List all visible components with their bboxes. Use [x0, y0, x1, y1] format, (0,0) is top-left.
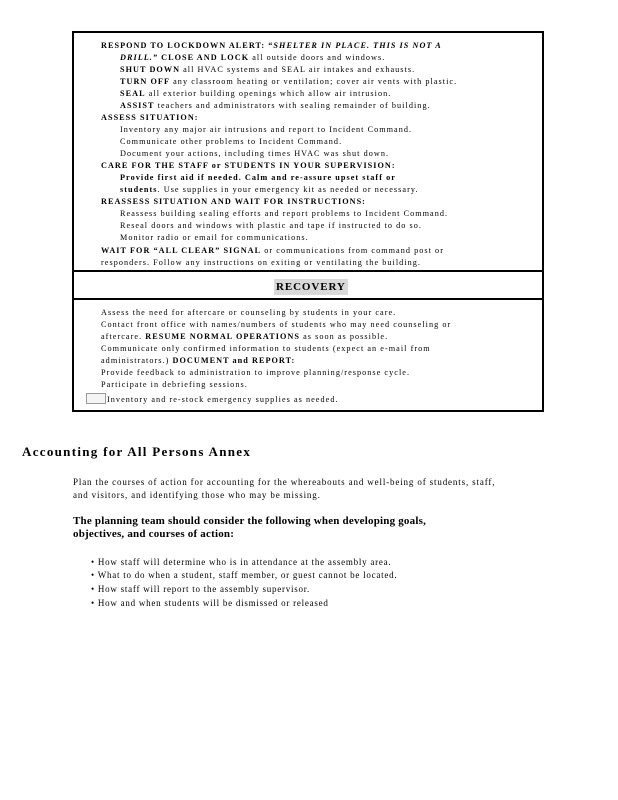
- annex-bullet: • How staff will determine who is in attendance at the assembly area.: [91, 557, 392, 567]
- recovery-line: Contact front office with names/numbers of students who may need counseling or: [101, 320, 452, 329]
- assist-label: ASSIST: [120, 101, 155, 110]
- document-and-report-label: DOCUMENT and REPORT:: [172, 356, 296, 365]
- recovery-line: Communicate only confirmed information to students (expect an e-mail from: [101, 344, 431, 353]
- assess-item: Inventory any major air intrusions and report to Incident Command.: [120, 125, 413, 134]
- recovery-line: Participate in debriefing sessions.: [101, 380, 248, 389]
- close-and-lock-text: all outside doors and windows.: [249, 53, 386, 62]
- assist-text: teachers and administrators with sealing remainder of building.: [154, 101, 431, 110]
- annex-bullet: • What to do when a student, staff member, or guest cannot be located.: [91, 570, 398, 580]
- resume-normal-operations-label: RESUME NORMAL OPERATIONS: [145, 332, 300, 341]
- administrators-text: administrators.): [101, 356, 173, 365]
- respond-lockdown-line: [101, 40, 442, 51]
- reassess-item: Reseal doors and windows with plastic and tape if instructed to do so.: [120, 221, 423, 230]
- reassess-item: Monitor radio or email for communications.: [120, 233, 309, 242]
- assess-item: Document your actions, including times HVAC was shut down.: [120, 149, 390, 158]
- seal-text: all exterior building openings which allow air intrusion.: [145, 89, 392, 98]
- reassess-heading: REASSESS SITUATION AND WAIT FOR INSTRUCTIONS:: [101, 197, 366, 206]
- annex-intro-line: Plan the courses of action for accounting for the whereabouts and well-being of students, staff,: [73, 477, 496, 487]
- assess-situation-heading: ASSESS SITUATION:: [101, 113, 199, 122]
- planning-team-heading-2: objectives, and courses of action:: [73, 528, 235, 540]
- resume-text: as soon as possible.: [299, 332, 389, 341]
- annex-bullet: • How and when students will be dismissed or released: [91, 598, 329, 608]
- shut-down-line: [120, 64, 415, 75]
- care-for-staff-heading: CARE FOR THE STAFF or STUDENTS IN YOUR SUPERVISION:: [101, 161, 396, 170]
- annex-title: Accounting for All Persons Annex: [22, 444, 252, 459]
- recovery-line: Provide feedback to administration to improve planning/response cycle.: [101, 368, 411, 377]
- seal-line: [120, 88, 391, 99]
- recovery-heading: RECOVERY: [276, 281, 346, 293]
- wait-all-clear-label: WAIT FOR “ALL CLEAR” SIGNAL: [101, 246, 262, 255]
- drill-quote: DRILL.”: [120, 53, 159, 62]
- reassess-item: Reassess building sealing efforts and report problems to Incident Command.: [120, 209, 449, 218]
- aftercare-text: aftercare.: [101, 332, 146, 341]
- annex-bullet: • How staff will report to the assembly supervisor.: [91, 584, 310, 594]
- wait-all-clear-text: or communications from command post or: [261, 246, 444, 255]
- close-and-lock-line: [120, 52, 385, 63]
- first-aid-line: Provide first aid if needed. Calm and re-assure upset staff or: [120, 173, 396, 182]
- turn-off-text: any classroom heating or ventilation; cover air vents with plastic.: [170, 77, 458, 86]
- assist-line: [120, 100, 431, 111]
- seal-label: SEAL: [120, 89, 146, 98]
- shut-down-text: all HVAC systems and SEAL air intakes and exhausts.: [180, 65, 416, 74]
- respond-lockdown-label: RESPOND TO LOCKDOWN ALERT: “: [101, 41, 274, 50]
- shelter-in-place-quote: SHELTER IN PLACE. THIS IS NOT A: [273, 41, 442, 50]
- annex-intro-line: and visitors, and identifying those who may be missing.: [73, 490, 321, 500]
- turn-off-line: [120, 76, 457, 87]
- close-and-lock-label: CLOSE AND LOCK: [158, 53, 250, 62]
- assess-item: Communicate other problems to Incident Command.: [120, 137, 343, 146]
- planning-team-heading: The planning team should consider the following when developing goals,: [73, 515, 427, 527]
- turn-off-label: TURN OFF: [120, 77, 171, 86]
- shut-down-label: SHUT DOWN: [120, 65, 181, 74]
- recovery-line: Assess the need for aftercare or counseling by students in your care.: [101, 308, 397, 317]
- wait-all-clear-line-2: responders. Follow any instructions on exiting or ventilating the building.: [101, 258, 422, 267]
- first-aid-line-2: [120, 184, 419, 195]
- recovery-line: Inventory and re-stock emergency supplies as needed.: [107, 395, 339, 404]
- resume-operations-line: [101, 331, 388, 342]
- first-aid-supplies-text: . Use supplies in your emergency kit as needed or necessary.: [157, 185, 419, 194]
- restock-checkbox[interactable]: [86, 393, 106, 404]
- students-label: students: [120, 185, 158, 194]
- wait-all-clear-line: [101, 245, 444, 256]
- document-report-line: [101, 355, 295, 366]
